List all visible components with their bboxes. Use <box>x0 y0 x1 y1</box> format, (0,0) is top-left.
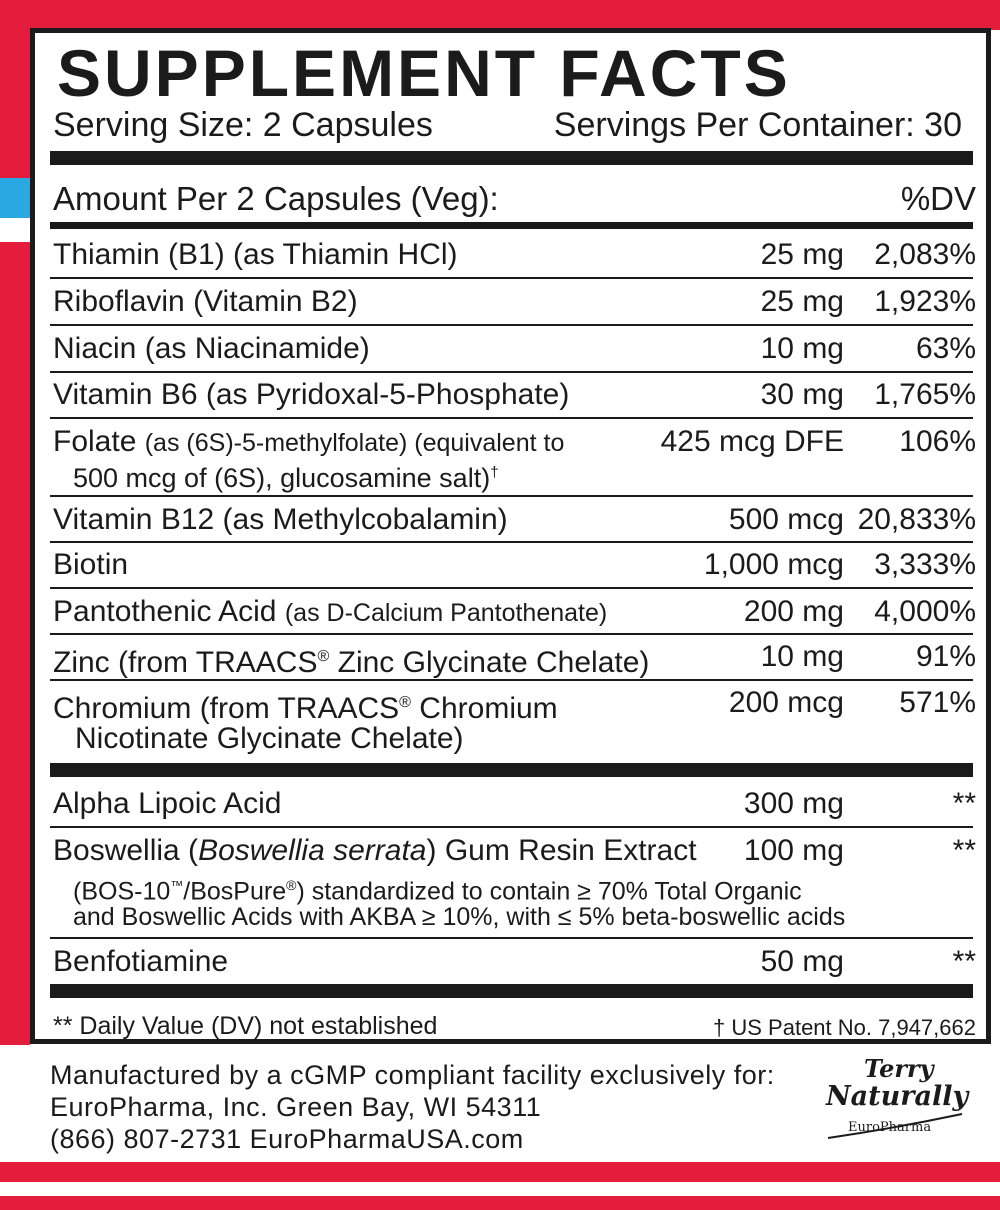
serving-size: Serving Size: 2 Capsules <box>53 106 433 144</box>
logo-text-naturally: Naturally <box>826 1081 969 1112</box>
nutrient-name-line2-text: 500 mcg of (6S), glucosamine salt) <box>73 463 491 493</box>
logo-text-europharma: EuroPharma <box>848 1120 932 1135</box>
thick-divider <box>50 151 973 165</box>
supplement-facts-panel <box>30 28 991 1044</box>
nutrient-name: Vitamin B12 (as Methylcobalamin) <box>53 503 508 536</box>
red-band-bottom <box>0 1162 1000 1182</box>
manufacturer-contact: (866) 807-2731 EuroPharmaUSA.com <box>50 1124 524 1154</box>
nutrient-name-main: Chromium (from TRAACS <box>53 692 400 725</box>
nutrient-dv: 1,923% <box>874 285 976 318</box>
row-divider <box>50 937 973 939</box>
ingredient-dv: ** <box>952 945 976 978</box>
nutrient-name-line2 <box>73 457 499 494</box>
manufacturer-address: EuroPharma, Inc. Green Bay, WI 54311 <box>50 1092 542 1122</box>
dagger-mark: † <box>490 464 499 481</box>
nutrient-name <box>53 594 607 631</box>
row-divider <box>50 826 973 828</box>
nutrient-dv: 4,000% <box>874 595 976 628</box>
nutrient-amount: 10 mg <box>760 640 844 673</box>
ingredient-amount: 100 mg <box>743 834 844 867</box>
logo-text-terry: Terry <box>864 1054 934 1083</box>
thick-divider <box>50 763 973 777</box>
ingredient-detail-a: (BOS-10 <box>73 877 171 906</box>
nutrient-dv: 2,083% <box>874 238 976 271</box>
left-gap <box>0 218 30 242</box>
thick-divider <box>50 984 973 998</box>
ingredient-name: Alpha Lipoic Acid <box>53 787 282 820</box>
nutrient-dv: 1,765% <box>874 378 976 411</box>
ingredient-dv: ** <box>952 834 976 867</box>
row-divider <box>50 277 973 279</box>
row-divider <box>50 633 973 635</box>
nutrient-amount: 30 mg <box>760 378 844 411</box>
nutrient-dv: 571% <box>899 686 976 719</box>
nutrient-name-detail: (as (6S)-5-methylfolate) (equivalent to <box>144 429 565 457</box>
nutrient-amount: 200 mg <box>743 595 844 628</box>
amount-header: Amount Per 2 Capsules (Veg): <box>53 180 499 217</box>
nutrient-name-line2: Nicotinate Glycinate Chelate) <box>75 722 464 755</box>
ingredient-detail-line2: and Boswellic Acids with AKBA ≥ 10%, with ≤ 5% beta-boswellic acids <box>73 903 846 931</box>
blue-accent-tab <box>0 178 30 218</box>
nutrient-dv: 3,333% <box>874 548 976 581</box>
servings-per-container: Servings Per Container: 30 <box>553 106 962 144</box>
nutrient-amount: 10 mg <box>760 332 844 365</box>
nutrient-dv: 20,833% <box>857 503 976 536</box>
red-border-left <box>0 0 30 1045</box>
nutrient-amount: 425 mcg DFE <box>660 425 844 458</box>
row-divider <box>50 417 973 419</box>
patent-footnote: † US Patent No. 7,947,662 <box>713 1015 976 1040</box>
ingredient-name <box>53 833 697 869</box>
red-band-bottom-edge <box>0 1196 1000 1210</box>
row-divider <box>50 371 973 373</box>
ingredient-amount: 50 mg <box>760 945 844 978</box>
manufacturer-line: Manufactured by a cGMP compliant facility exclusively for: <box>50 1060 775 1090</box>
ingredient-dv: ** <box>952 787 976 820</box>
row-divider <box>50 587 973 589</box>
red-border-top <box>0 0 1000 30</box>
ingredient-detail-b: /BosPure <box>183 877 287 906</box>
nutrient-name-rest: Chromium <box>410 692 558 725</box>
nutrient-name: Thiamin (B1) (as Thiamin HCl) <box>53 238 458 271</box>
ingredient-name-pre: Boswellia ( <box>53 834 199 867</box>
registered-mark: ® <box>317 648 330 665</box>
nutrient-amount: 500 mcg <box>728 503 844 536</box>
registered-mark: ® <box>399 694 411 711</box>
medium-divider <box>50 222 973 229</box>
nutrient-dv: 63% <box>915 332 976 365</box>
terry-naturally-logo <box>826 1054 969 1144</box>
ingredient-amount: 300 mg <box>743 787 844 820</box>
nutrient-dv: 106% <box>899 425 976 458</box>
nutrient-name: Niacin (as Niacinamide) <box>53 332 370 365</box>
nutrient-name-main: Pantothenic Acid <box>53 595 277 628</box>
nutrient-amount: 25 mg <box>760 238 844 271</box>
red-tick-mark <box>0 992 10 995</box>
nutrient-name: Riboflavin (Vitamin B2) <box>53 285 358 318</box>
dv-header: %DV <box>900 180 976 217</box>
nutrient-name-main: Zinc (from TRAACS <box>53 646 318 679</box>
row-divider <box>50 324 973 326</box>
nutrient-name-detail: (as D-Calcium Pantothenate) <box>284 599 608 627</box>
nutrient-amount: 25 mg <box>760 285 844 318</box>
ingredient-detail-c: ) standardized to contain ≥ 70% Total Organic <box>296 877 802 906</box>
dv-footnote: ** Daily Value (DV) not established <box>53 1012 438 1040</box>
row-divider <box>50 679 973 681</box>
nutrient-amount: 200 mcg <box>728 686 844 719</box>
row-divider <box>50 541 973 543</box>
row-divider <box>50 495 973 497</box>
nutrient-name-rest: Zinc Glycinate Chelate) <box>329 646 650 679</box>
ingredient-name: Benfotiamine <box>53 945 229 978</box>
ingredient-name-italic: Boswellia serrata <box>198 834 427 867</box>
nutrient-name: Vitamin B6 (as Pyridoxal-5-Phosphate) <box>53 378 570 411</box>
registered-mark: ® <box>286 877 297 893</box>
nutrient-dv: 91% <box>915 640 976 673</box>
panel-title: SUPPLEMENT FACTS <box>57 36 791 110</box>
ingredient-name-post: ) Gum Resin Extract <box>426 834 697 867</box>
nutrient-name <box>53 424 564 461</box>
nutrient-name-main: Folate <box>53 425 137 458</box>
nutrient-name <box>53 639 649 681</box>
trademark-mark: ™ <box>170 878 184 893</box>
nutrient-name: Biotin <box>53 548 129 581</box>
nutrient-amount: 1,000 mcg <box>703 548 844 581</box>
